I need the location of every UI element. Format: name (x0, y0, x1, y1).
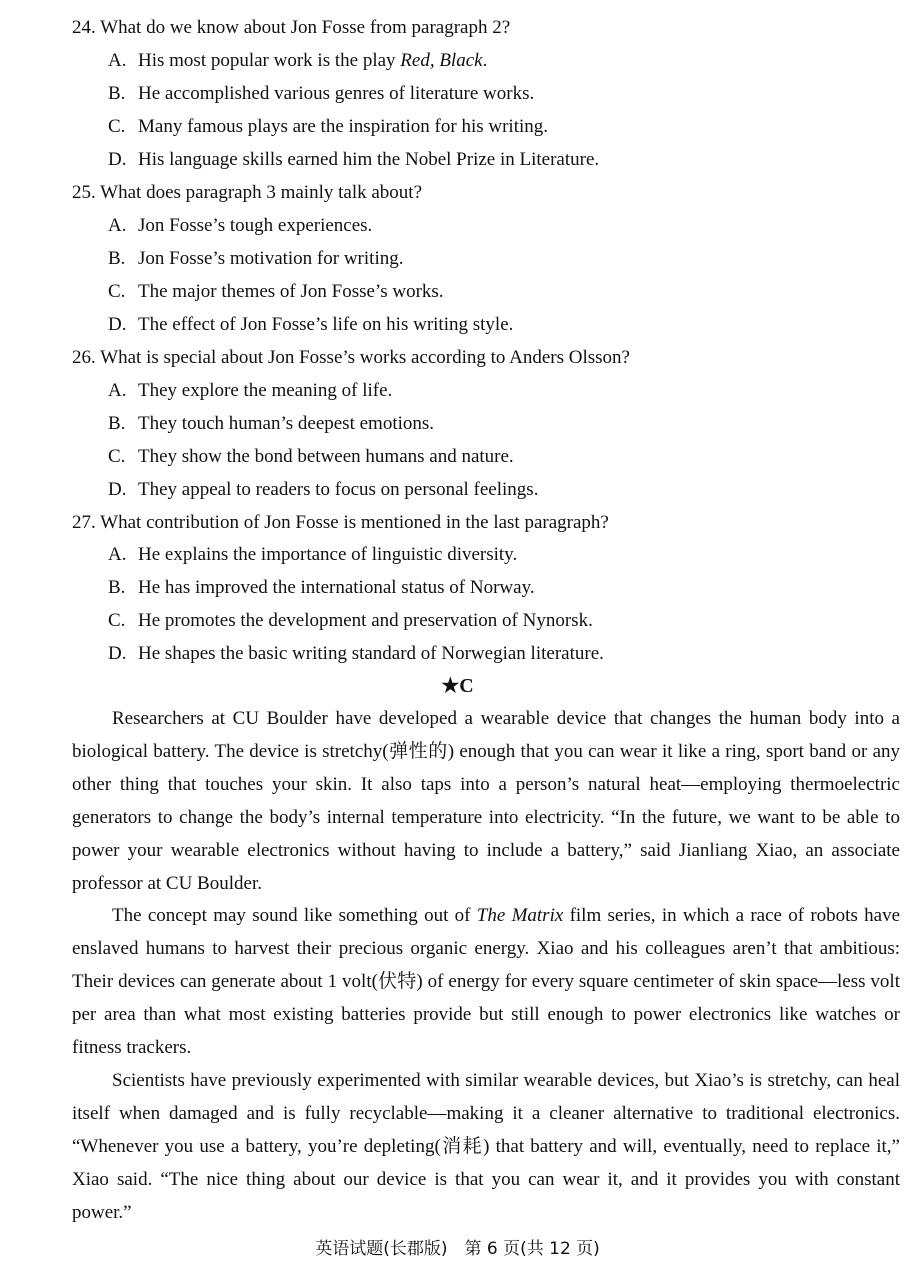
option-letter: A. (108, 215, 127, 236)
question-number: 24. (72, 17, 96, 38)
option-text: His most popular work is the play (138, 50, 401, 71)
option-text: The major themes of Jon Fosse’s works. (138, 281, 444, 302)
question-25-option-c (108, 280, 902, 304)
question-27-stem (72, 511, 902, 535)
section-heading: ★C (441, 675, 474, 697)
question-26-stem (72, 346, 902, 370)
option-letter: B. (108, 413, 126, 434)
option-letter: A. (108, 380, 127, 401)
option-letter: B. (108, 577, 126, 598)
question-27-option-a (108, 543, 902, 567)
question-24-stem (72, 16, 902, 40)
question-text: What do we know about Jon Fosse from paragraph 2? (100, 17, 511, 38)
option-letter: B. (108, 83, 126, 104)
question-24-option-a (108, 49, 902, 73)
paragraph-text: The concept may sound like something out of (112, 905, 477, 926)
question-number: 26. (72, 347, 96, 368)
option-text: They explore the meaning of life. (138, 380, 393, 401)
option-letter: A. (108, 544, 127, 565)
question-27-option-c (108, 609, 902, 633)
question-text: What does paragraph 3 mainly talk about? (100, 182, 423, 203)
option-text: Many famous plays are the inspiration for his writing. (138, 116, 549, 137)
option-letter: B. (108, 248, 126, 269)
question-24-option-b (108, 82, 902, 106)
option-text: Jon Fosse’s tough experiences. (138, 215, 373, 236)
question-25-option-a (108, 214, 902, 238)
question-25-stem (72, 181, 902, 205)
film-title: The Matrix (476, 905, 564, 926)
option-letter: D. (108, 149, 127, 170)
option-text-end: . (482, 50, 488, 71)
question-number: 27. (72, 512, 96, 533)
question-25-option-d (108, 313, 902, 337)
option-text: His language skills earned him the Nobel Prize in Literature. (138, 149, 600, 170)
question-24-option-d (108, 148, 902, 172)
page-footer: 英语试题(长郡版) 第 6 页(共 12 页) (315, 1239, 600, 1259)
option-letter: C. (108, 446, 126, 467)
option-text: He accomplished various genres of literature works. (138, 83, 535, 104)
paragraph-text-continued: film series, in which a race of robots have enslaved humans to harvest their precious organic energy. Xiao and his colleagues aren’t that ambitious: Their devices can generate about 1 volt(伏特) of energy for every square centimeter of skin space—less volt per area than what most existing batteries provide but still enough to power electronics like watches or fitness trackers. (72, 905, 900, 1058)
question-26-option-c (108, 445, 902, 469)
option-letter: C. (108, 281, 126, 302)
option-text: They show the bond between humans and nature. (138, 446, 514, 467)
passage-paragraph-3: Scientists have previously experimented with similar wearable devices, but Xiao’s is stretchy, can heal itself when damaged and is fully recyclable—making it a cleaner alternative to traditional electronics. “Whenever you use a battery, you’re depleting(消耗) that battery and will, eventually, need to replace it,” Xiao said. “The nice thing about our device is that you can wear it, and it provides you with constant power.” (72, 1070, 900, 1223)
option-letter: D. (108, 643, 127, 664)
option-letter: A. (108, 50, 127, 71)
option-text: He has improved the international status of Norway. (138, 577, 535, 598)
option-text: He explains the importance of linguistic diversity. (138, 544, 518, 565)
passage-paragraph-2 (72, 899, 900, 1064)
question-26-option-b (108, 412, 902, 436)
question-text: What contribution of Jon Fosse is mentioned in the last paragraph? (100, 512, 609, 533)
option-text: The effect of Jon Fosse’s life on his writing style. (138, 314, 514, 335)
question-27-option-d (108, 642, 902, 666)
option-italic-title: Red, Black (400, 50, 483, 71)
option-letter: D. (108, 479, 127, 500)
question-26-option-a (108, 379, 902, 403)
question-26-option-d (108, 478, 902, 502)
option-text: They appeal to readers to focus on personal feelings. (138, 479, 539, 500)
question-25-option-b (108, 247, 902, 271)
option-letter: D. (108, 314, 127, 335)
option-letter: C. (108, 116, 126, 137)
option-text: Jon Fosse’s motivation for writing. (138, 248, 404, 269)
question-number: 25. (72, 182, 96, 203)
passage-paragraph-1: Researchers at CU Boulder have developed a wearable device that changes the human body into a biological battery. The device is stretchy(弹性的) enough that you can wear it like a ring, sport band or any other thing that touches your skin. It also taps into a person’s natural heat—employing thermoelectric generators to change the body’s internal temperature into electricity. “In the future, we want to be able to power your wearable electronics without having to include a battery,” said Jianliang Xiao, an associate professor at CU Boulder. (72, 708, 900, 894)
question-27-option-b (108, 576, 902, 600)
question-24-option-c (108, 115, 902, 139)
option-text: They touch human’s deepest emotions. (138, 413, 435, 434)
option-text: He promotes the development and preservation of Nynorsk. (138, 610, 593, 631)
option-text: He shapes the basic writing standard of Norwegian literature. (138, 643, 604, 664)
option-letter: C. (108, 610, 126, 631)
question-text: What is special about Jon Fosse’s works according to Anders Olsson? (100, 347, 630, 368)
